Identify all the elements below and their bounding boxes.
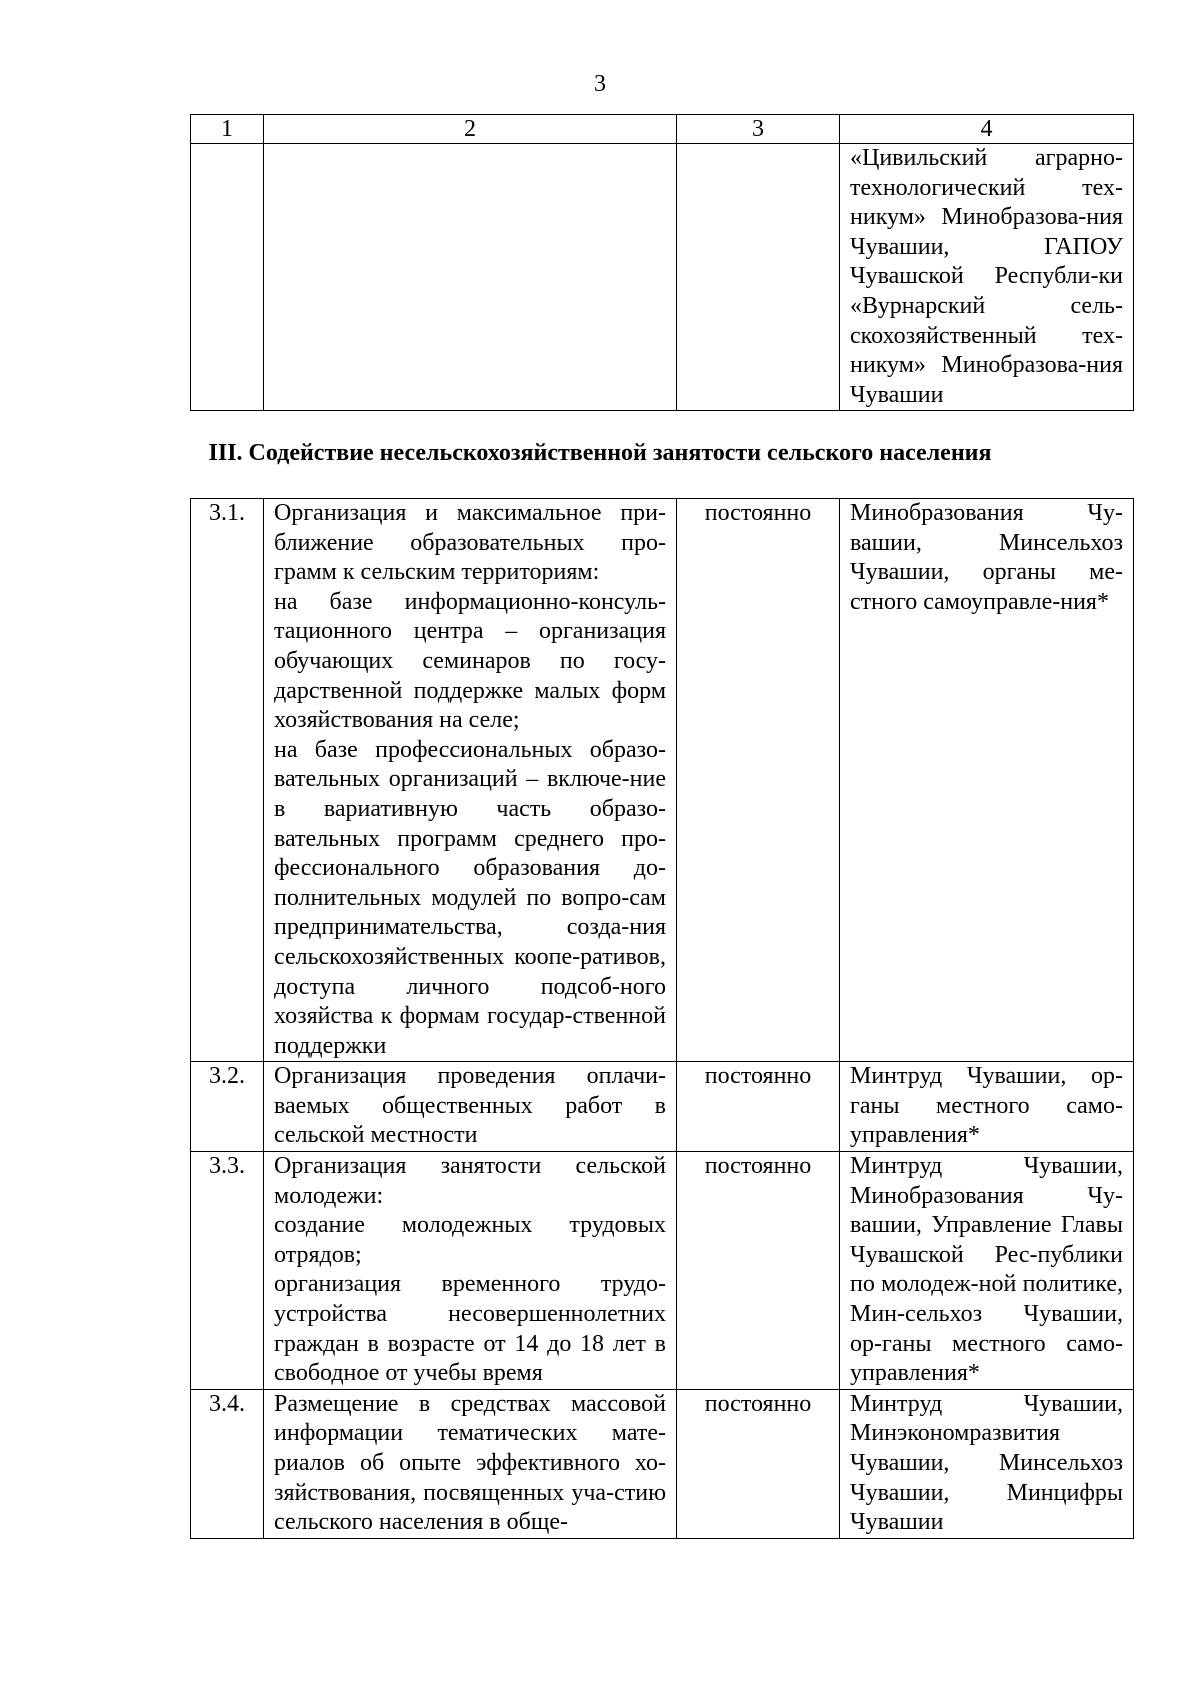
header-col-3: 3 xyxy=(677,115,840,144)
table-continuation xyxy=(190,114,1134,411)
header-col-4: 4 xyxy=(840,115,1134,144)
row-number: 3.1. xyxy=(191,499,264,1062)
table-row xyxy=(191,499,1134,1062)
header-col-1: 1 xyxy=(191,115,264,144)
row-number: 3.4. xyxy=(191,1389,264,1538)
row-number: 3.3. xyxy=(191,1152,264,1390)
row-executor: Минтруд Чувашии, Минобразования Чу-вашии, Управление Главы Чувашской Рес-публики по молодеж-ной политике, Мин-сельхоз Чувашии, ор-ганы местного само-управления* xyxy=(840,1152,1134,1390)
row-activity: Организация и максимальное при-ближение образовательных про-грамм к сельским территориям: на базе информационно-консуль-тационного центра – организация обучающих семинаров по госу-дарственной поддержке малых форм хозяйствования на селе; на базе профессиональных образо-вательных организаций – включе-ние в вариативную часть образо-вательных программ среднего про-фессионального образования до-полнительных модулей по вопро-сам предпринимательства, созда-ния сельскохозяйственных коопе-ративов, доступа личного подсоб-ного хозяйства к формам государ-ственной поддержки xyxy=(264,499,677,1062)
page-number: 3 xyxy=(594,71,606,97)
row-activity: Размещение в средствах массовой информации тематических мате-риалов об опыте эффективного хо-зяйствования, посвященных уча-стию сельского населения в обще- xyxy=(264,1389,677,1538)
row-executor: Минтруд Чувашии, ор-ганы местного само-управления* xyxy=(840,1062,1134,1152)
row-number: 3.2. xyxy=(191,1062,264,1152)
row-activity: Организация проведения оплачи-ваемых общественных работ в сельской местности xyxy=(264,1062,677,1152)
table-section-3 xyxy=(190,498,1134,1539)
row-executor: Минтруд Чувашии, Минэкономразвития Чувашии, Минсельхоз Чувашии, Минцифры Чувашии xyxy=(840,1389,1134,1538)
row-executor: «Цивильский аграрно-технологический тех-никум» Минобразова-ния Чувашии, ГАПОУ Чувашской Республи-ки «Вурнарский сель-скохозяйственный тех-никум» Минобразова-ния Чувашии xyxy=(840,144,1134,411)
row-deadline: постоянно xyxy=(677,499,840,1062)
row-activity: Организация занятости сельской молодежи: создание молодежных трудовых отрядов; организация временного трудо-устройства несовершеннолетних граждан в возрасте от 14 до 18 лет в свободное от учебы время xyxy=(264,1152,677,1390)
row-number xyxy=(191,144,264,411)
row-deadline: постоянно xyxy=(677,1062,840,1152)
header-col-2: 2 xyxy=(264,115,677,144)
table-row xyxy=(191,1389,1134,1538)
row-deadline: постоянно xyxy=(677,1389,840,1538)
row-deadline: постоянно xyxy=(677,1152,840,1390)
section-title: III. Содействие несельскохозяйственной занятости сельского населения xyxy=(208,440,992,466)
table-row xyxy=(191,1152,1134,1390)
row-executor: Минобразования Чу-вашии, Минсельхоз Чувашии, органы ме-стного самоуправле-ния* xyxy=(840,499,1134,1062)
table-row xyxy=(191,144,1134,411)
table-header-row xyxy=(191,115,1134,144)
row-deadline xyxy=(677,144,840,411)
table-row xyxy=(191,1062,1134,1152)
row-activity xyxy=(264,144,677,411)
